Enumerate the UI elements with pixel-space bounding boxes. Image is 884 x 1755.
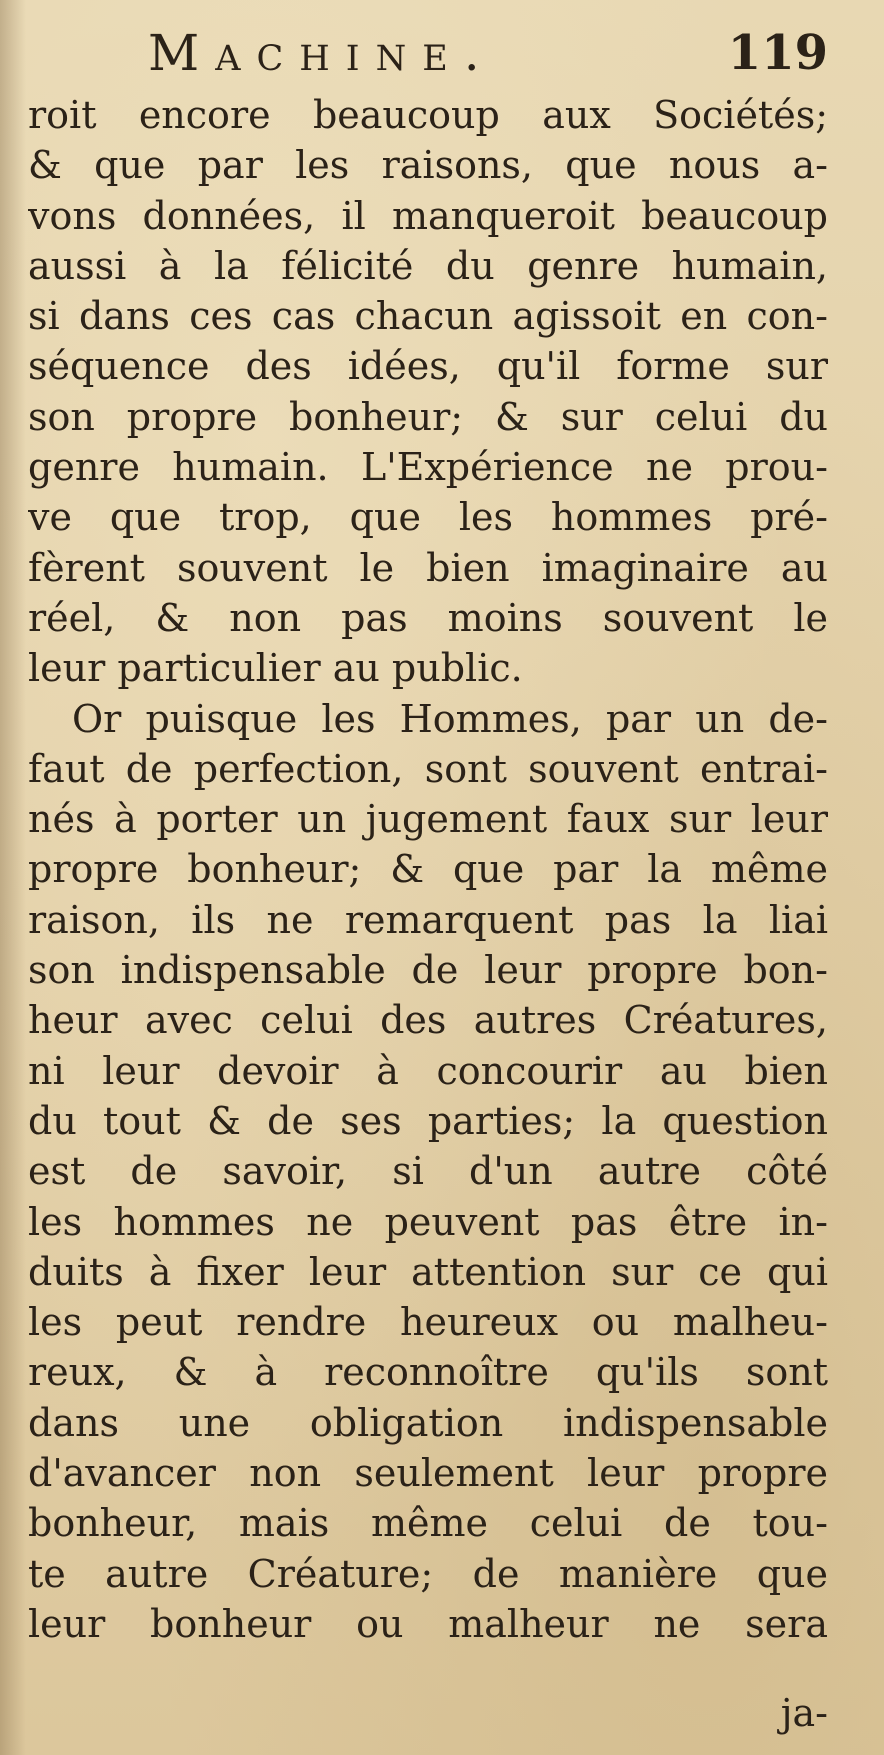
- text-line: son propre bonheur; & sur celui du: [28, 394, 828, 439]
- text-line: aussi à la félicité du genre humain,: [28, 243, 828, 288]
- text-line: raison, ils ne remarquent pas la liai: [28, 897, 828, 942]
- gutter-shadow: [0, 0, 26, 1755]
- text-line: fèrent souvent le bien imaginaire au: [28, 545, 828, 590]
- running-title: Machine.: [148, 24, 496, 82]
- text-line: dans une obligation indispensable: [28, 1400, 828, 1445]
- page-header: [148, 18, 828, 88]
- text-line: réel, & non pas moins souvent le: [28, 595, 828, 640]
- text-line: du tout & de ses parties; la question: [28, 1098, 828, 1143]
- text-line: nés à porter un jugement faux sur leur: [28, 797, 828, 842]
- text-line: son indispensable de leur propre bon-: [28, 948, 828, 993]
- catchword: ja-: [780, 1691, 828, 1735]
- text-line: les hommes ne peuvent pas être in-: [28, 1199, 828, 1244]
- text-line: duits à fixer leur attention sur ce qui: [28, 1249, 828, 1294]
- paragraph-start-line: Or puisque les Hommes, par un de-: [72, 696, 828, 741]
- text-line: te autre Créature; de manière que: [28, 1551, 828, 1596]
- text-line: roit encore beaucoup aux Sociétés;: [28, 93, 828, 137]
- text-line: les peut rendre heureux ou malheu-: [28, 1300, 828, 1345]
- text-line: heur avec celui des autres Créatures,: [28, 998, 828, 1043]
- text-line: & que par les raisons, que nous a-: [28, 143, 828, 188]
- text-line: d'avancer non seulement leur propre: [28, 1451, 828, 1496]
- body-text: [28, 90, 828, 1660]
- text-line: séquence des idées, qu'il forme sur: [28, 344, 828, 389]
- text-line: ve que trop, que les hommes pré-: [28, 495, 828, 540]
- text-line: vons données, il manqueroit beaucoup: [28, 193, 828, 238]
- text-line: propre bonheur; & que par la même: [28, 847, 828, 892]
- text-line: leur particulier au public.: [28, 646, 523, 691]
- text-line: est de savoir, si d'un autre côté: [28, 1149, 828, 1194]
- text-line: bonheur, mais même celui de tou-: [28, 1501, 828, 1546]
- text-line: faut de perfection, sont souvent entrai-: [28, 746, 828, 791]
- text-line: ni leur devoir à concourir au bien: [28, 1048, 828, 1093]
- text-line: reux, & à reconnoître qu'ils sont: [28, 1350, 828, 1395]
- text-line: genre humain. L'Expérience ne prou-: [28, 445, 828, 490]
- text-line: si dans ces cas chacun agissoit en con-: [28, 294, 828, 339]
- text-line: leur bonheur ou malheur ne sera: [28, 1601, 828, 1646]
- page-number: 119: [727, 25, 828, 81]
